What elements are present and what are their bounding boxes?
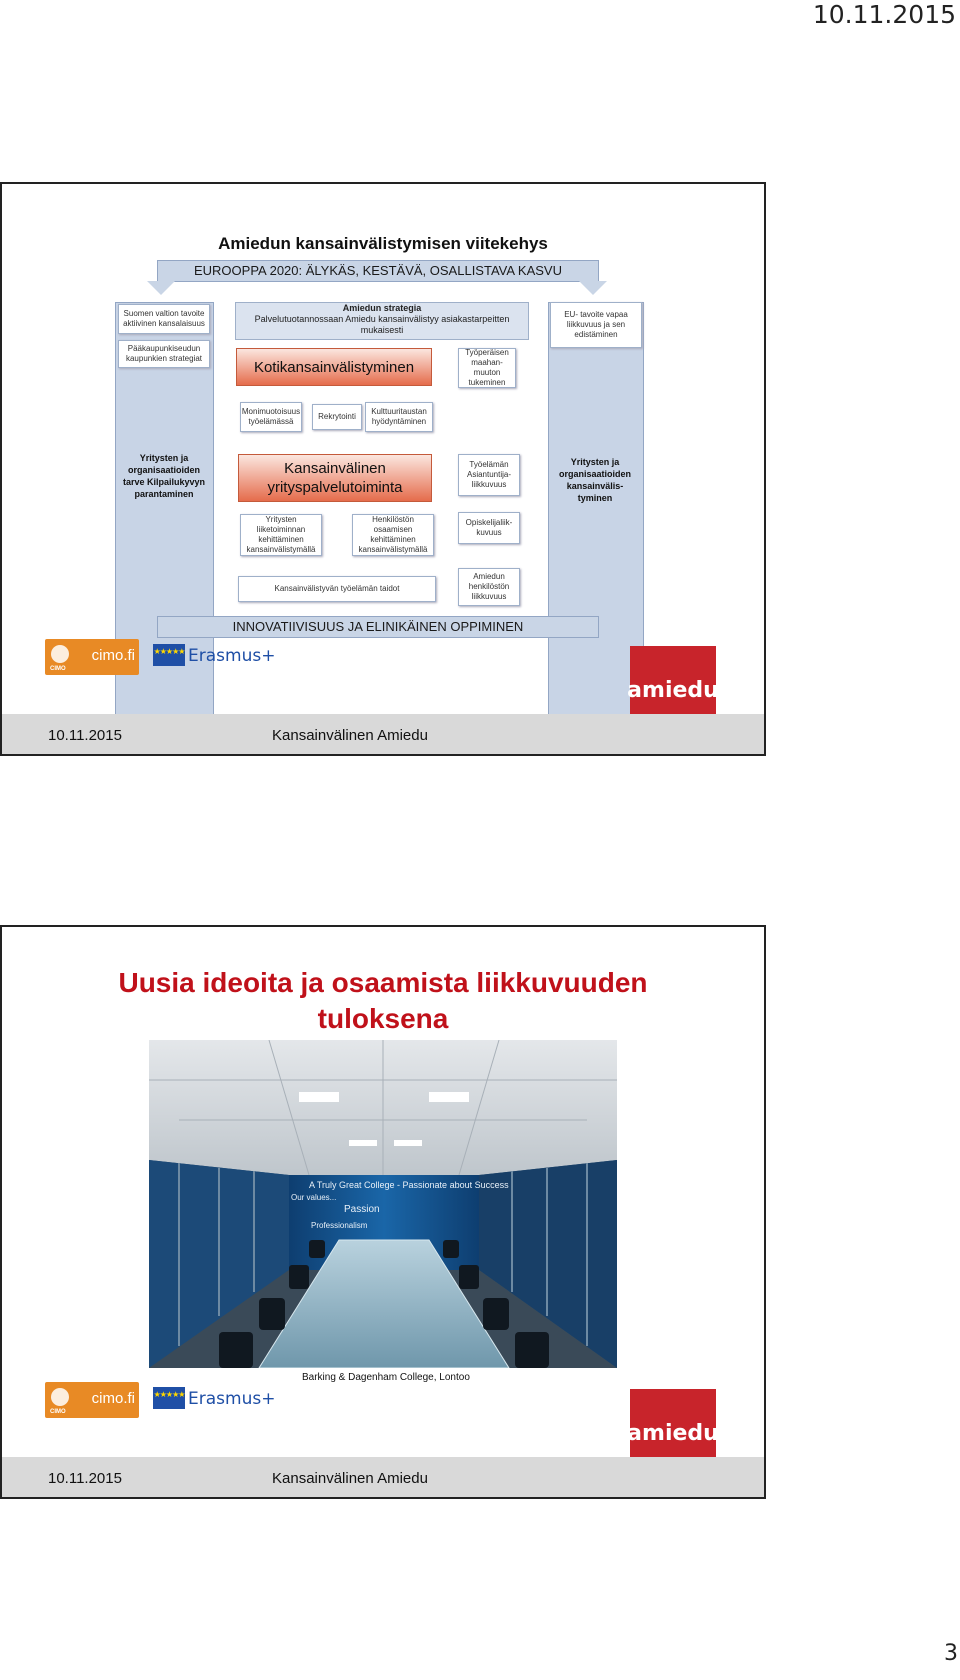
left-box-kaupunkien-strategiat: Pääkaupunkiseudun kaupunkien strategiat (118, 340, 210, 368)
eu-flag-icon: ★★★★★ (153, 644, 185, 666)
asiantuntijaliikkuvuus-box: Työelämän Asiantuntija- liikkuvuus (458, 454, 520, 496)
cimo-logo: CIMO cimo.fi (45, 639, 139, 675)
monimuotoisuus-box: Monimuotoisuus työelämässä (240, 402, 302, 432)
slide-1-footer-title: Kansainvälinen Amiedu (272, 727, 428, 744)
svg-text:Our values...: Our values... (291, 1193, 337, 1202)
svg-text:Passion: Passion (344, 1204, 380, 1215)
slide-1-footer-date: 10.11.2015 (48, 727, 122, 744)
slide-1 (0, 182, 766, 756)
left-box-valtion-tavoite: Suomen valtion tavoite aktiivinen kansalaisuus (118, 304, 210, 334)
slide-2-footer-title: Kansainvälinen Amiedu (272, 1470, 428, 1487)
strategy-box (235, 302, 529, 340)
page-number: 3 (944, 1641, 958, 1666)
amiedu-logo: amiedu (630, 1389, 716, 1483)
slide-2 (0, 925, 766, 1499)
opiskelijaliikkuvuus-box: Opiskelijaliik- kuvuus (458, 512, 520, 544)
kansainvalinen-label: Kansainvälinen yrityspalvelutoiminta (267, 460, 403, 496)
slide-2-footer-date: 10.11.2015 (48, 1470, 122, 1487)
top-bar-right-arrow-icon (579, 281, 607, 295)
top-bar: EUROOPPA 2020: ÄLYKÄS, KESTÄVÄ, OSALLISTAVA KASVU (157, 260, 599, 282)
right-side-text: Yritysten ja organisaatioiden kansainvälis- tyminen (558, 457, 631, 503)
page-date: 10.11.2015 (812, 0, 956, 29)
diagram-title: Amiedun kansainvälistymisen viitekehys (218, 234, 548, 253)
kotikansainvalistyminen-label: Kotikansainvälistyminen (253, 358, 415, 376)
slide-2-title: Uusia ideoita ja osaamista liikkuvuuden tuloksena (118, 967, 648, 1034)
bottom-bar: INNOVATIIVISUUS JA ELINIKÄINEN OPPIMINEN (157, 616, 599, 638)
svg-text:Professionalism: Professionalism (311, 1221, 368, 1230)
strategy-text: Palvelutuotannossaan Amiedu kansainvälistyy asiakastarpeitten mukaisesti (254, 314, 510, 335)
erasmus-logo: Erasmus+ (188, 646, 276, 666)
rekrytointi-box: Rekrytointi (312, 404, 362, 430)
henkiloston-osaaminen-box: Henkilöstön osaamisen kehittäminen kansainvälistymällä (352, 514, 434, 556)
amiedu-logo: amiedu (630, 646, 716, 740)
kulttuuritausta-box: Kulttuuritaustan hyödyntäminen (365, 402, 433, 432)
kotikansainvalistyminen-box (236, 348, 432, 386)
strategy-title: Amiedun strategia (342, 303, 422, 313)
svg-text:A Truly Great College - Passio: A Truly Great College - Passionate about Success (309, 1180, 509, 1190)
conference-room-photo (149, 1040, 617, 1368)
eu-flag-icon: ★★★★★ (153, 1387, 185, 1409)
top-bar-left-arrow-icon (147, 281, 175, 295)
yritysten-liiketoiminta-box: Yritysten liiketoiminnan kehittäminen kansainvälistymällä (240, 514, 322, 556)
right-box-eu-tavoite: EU- tavoite vapaa liikkuvuus ja sen edistäminen (550, 302, 642, 348)
henkiloston-liikkuvuus-box: Amiedun henkilöstön liikkuvuus (458, 568, 520, 606)
photo-caption: Barking & Dagenham College, Lontoo (302, 1372, 470, 1383)
left-side-text: Yritysten ja organisaatioiden tarve Kilpailukyvyn parantaminen (122, 453, 206, 499)
kansainvalistyvan-taidot-box: Kansainvälistyvän työelämän taidot (238, 576, 436, 602)
cimo-logo: CIMO cimo.fi (45, 1382, 139, 1418)
tyoperainen-maahanmuutto-box: Työperäisen maahan- muuton tukeminen (458, 348, 516, 388)
erasmus-logo: Erasmus+ (188, 1389, 276, 1409)
kansainvalinen-yrityspalvelutoiminta-box (238, 454, 432, 502)
